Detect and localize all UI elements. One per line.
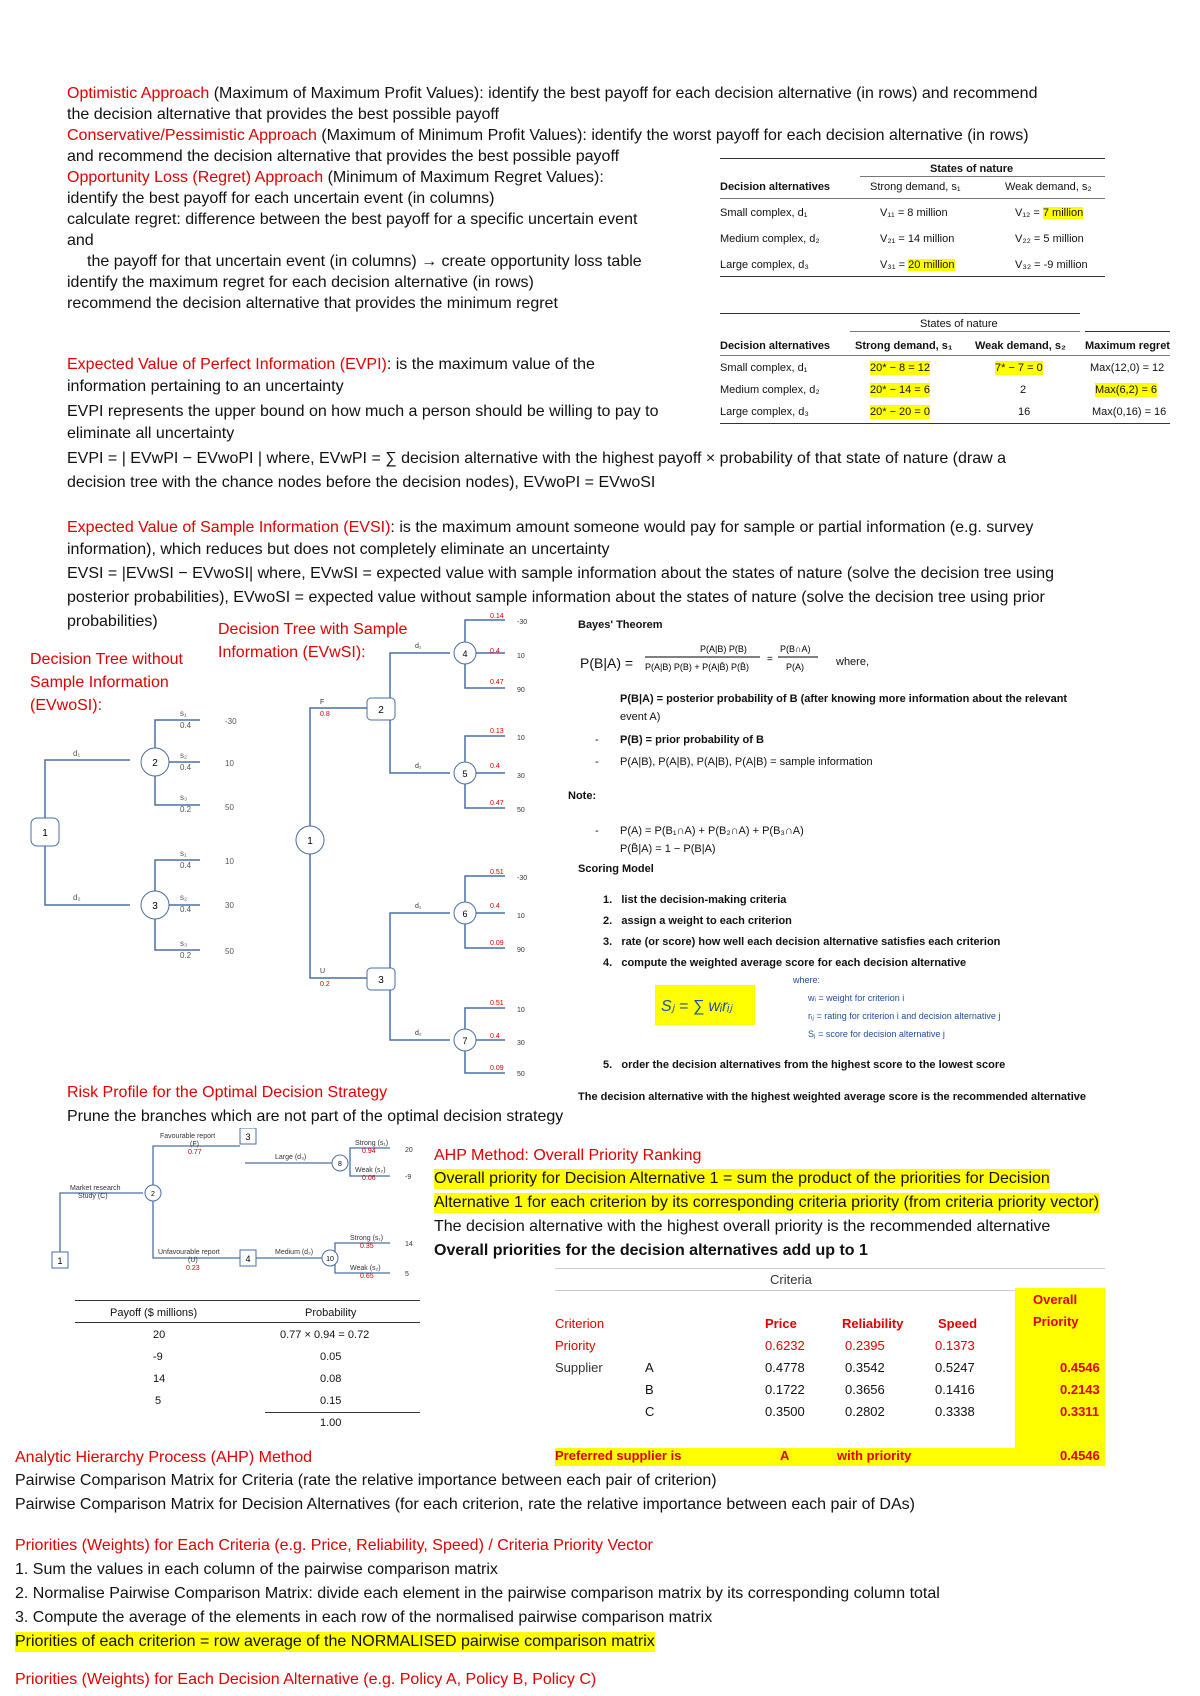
scoring-step-5: 5. order the decision alternatives from the highest score to the lowest score — [603, 1059, 1006, 1071]
risk-r4-q: 0.15 — [320, 1395, 342, 1407]
svg-text:8: 8 — [338, 1161, 342, 1168]
scoring-w2: rᵢⱼ = rating for criterion i and decision alternative j — [808, 1011, 1001, 1021]
svg-text:0.4: 0.4 — [180, 721, 192, 730]
regret-line-4: and — [67, 232, 94, 249]
evpi-line-2: information pertaining to an uncertainty — [67, 378, 344, 395]
svg-text:10: 10 — [517, 653, 525, 660]
scoring-where: where: — [793, 975, 821, 985]
evpi-title: Expected Value of Perfect Information (EVPI) — [67, 356, 387, 373]
svg-text:0.23: 0.23 — [186, 1265, 200, 1272]
regret-line-7: recommend the decision alternative that provides the minimum regret — [67, 295, 558, 312]
svg-text:0.4: 0.4 — [180, 763, 192, 772]
prio-s4: Priorities of each criterion = row average of the NORMALISED pairwise comparison matrix — [15, 1633, 655, 1650]
svg-text:7: 7 — [462, 1036, 468, 1046]
svg-text:Strong (s₁): Strong (s₁) — [350, 1235, 384, 1242]
svg-text:Weak (s₂): Weak (s₂) — [355, 1167, 386, 1174]
ahp-prio-reliability: 0.2395 — [845, 1338, 885, 1353]
risk-h2: Probability — [305, 1307, 357, 1319]
scoring-step-1-text: list the decision-making criteria — [621, 894, 787, 906]
svg-text:3: 3 — [378, 975, 384, 986]
evsi-line-1 — [67, 518, 1033, 538]
risk-title: Risk Profile for the Optimal Decision Strategy — [67, 1084, 388, 1101]
decision-tree-with-sample — [285, 608, 575, 1078]
svg-text:10: 10 — [517, 735, 525, 742]
regret-col1: Strong demand, s₁ — [855, 340, 953, 352]
regret-r2-c: 2 — [1020, 384, 1027, 396]
risk-h1: Payoff ($ millions) — [110, 1307, 198, 1319]
svg-text:-30: -30 — [225, 717, 237, 726]
ahp-supplier-label: Supplier — [555, 1360, 603, 1375]
ahp-prio-price: 0.6232 — [765, 1338, 805, 1353]
svg-text:Market research: Market research — [70, 1185, 121, 1192]
ahp-row-c-rel: 0.2802 — [845, 1404, 885, 1419]
payoff-r3-b-highlight: 20 million — [908, 259, 955, 271]
svg-text:Unfavourable report: Unfavourable report — [158, 1249, 220, 1256]
scoring-step-3: 3. rate (or score) how well each decision alternative satisfies each criterion — [603, 936, 1001, 948]
svg-text:10: 10 — [225, 759, 234, 768]
ahp-l2: Pairwise Comparison Matrix for Decision Alternatives (for each criterion, rate the relative importance between each pair of DAs) — [15, 1496, 915, 1513]
svg-text:0.4: 0.4 — [180, 861, 192, 870]
pref-label: Preferred supplier is — [555, 1448, 682, 1463]
svg-text:0.4: 0.4 — [180, 905, 192, 914]
ahp-rank-l4: Overall priorities for the decision alternatives add up to 1 — [434, 1242, 868, 1259]
risk-subtitle: Prune the branches which are not part of the optimal decision strategy — [67, 1108, 564, 1125]
svg-text:-30: -30 — [517, 619, 528, 626]
bayes-title: Bayes' Theorem — [578, 619, 663, 631]
scoring-conclusion: The decision alternative with the highest weighted average score is the recommended alternative — [578, 1091, 1086, 1103]
svg-text:d₂: d₂ — [73, 893, 81, 902]
payoff-col1: Strong demand, s₁ — [870, 181, 961, 193]
ahp-head-price: Price — [765, 1316, 797, 1331]
svg-text:P(A|B) P(B): P(A|B) P(B) — [700, 644, 747, 654]
regret-title: Opportunity Loss (Regret) Approach — [67, 169, 324, 186]
payoff-r1-c-highlight: 7 million — [1042, 207, 1084, 219]
regret-states-header: States of nature — [920, 318, 998, 330]
svg-text:1: 1 — [42, 828, 48, 839]
ahp-rank-l3: The decision alternative with the highest overall priority is the recommended alternative — [434, 1218, 1051, 1235]
regret-r1-d: Max(12,0) = 12 — [1090, 362, 1165, 374]
regret-r2-b: 20* − 14 = 6 — [870, 384, 930, 396]
ahp-overall-1: Overall — [1033, 1292, 1078, 1307]
prio-s1: 1. Sum the values in each column of the pairwise comparison matrix — [15, 1561, 498, 1578]
tree-with-title-2: Information (EVwSI): — [218, 644, 366, 661]
regret-r3-a: Large complex, d₃ — [720, 406, 809, 418]
regret-col3: Maximum regret — [1085, 340, 1170, 352]
prio-title: Priorities (Weights) for Each Criteria (e.g. Price, Reliability, Speed) / Criteria Priority Vector — [15, 1537, 653, 1554]
bayes-n2: P(B̄|A) = 1 − P(B|A) — [620, 843, 716, 855]
bayes-b2: P(B) = prior probability of B — [620, 734, 764, 746]
ahp-row-a-sup: A — [645, 1360, 654, 1375]
svg-text:0.77: 0.77 — [188, 1149, 202, 1156]
evpi-line-4: eliminate all uncertainty — [67, 425, 235, 442]
evsi-title: Expected Value of Sample Information (EVSI) — [67, 519, 391, 536]
ahp-row-b-speed: 0.1416 — [935, 1382, 975, 1397]
evsi-line-5: probabilities) — [67, 613, 158, 630]
bayes-b1: P(B|A) = posterior probability of B (after knowing more information about the relevant — [620, 693, 1068, 705]
scoring-step-5-text: order the decision alternatives from the highest score to the lowest score — [621, 1059, 1006, 1071]
optimistic-line-2: the decision alternative that provides the best possible payoff — [67, 106, 499, 123]
regret-line-2: identify the best payoff for each uncertain event (in columns) — [67, 190, 495, 207]
ahp-row-b-overall: 0.2143 — [1060, 1382, 1100, 1397]
svg-text:90: 90 — [517, 947, 525, 954]
conservative-text: (Maximum of Minimum Profit Values): identify the worst payoff for each decision alternative (in rows) — [316, 127, 1029, 144]
payoff-r1-c: V₁₂ = 7 million — [1015, 207, 1084, 219]
ahp-head-reliability: Reliability — [842, 1316, 904, 1331]
svg-text:d₁: d₁ — [415, 903, 422, 910]
evsi-line-2: information), which reduces but does not completely eliminate an uncertainty — [67, 541, 610, 558]
svg-text:2: 2 — [151, 1191, 155, 1198]
svg-text:2: 2 — [152, 758, 158, 769]
risk-r1-p: 20 — [153, 1329, 166, 1341]
pref-supplier: A — [780, 1448, 790, 1463]
svg-text:50: 50 — [517, 807, 525, 814]
svg-text:10: 10 — [225, 857, 234, 866]
bayes-dash-2: - — [595, 756, 599, 768]
ahp-rank-title: AHP Method: Overall Priority Ranking — [434, 1147, 702, 1164]
svg-text:14: 14 — [405, 1241, 413, 1248]
optimistic-line-1 — [67, 84, 1037, 104]
svg-text:-9: -9 — [405, 1174, 412, 1181]
ahp-row-a-price: 0.4778 — [765, 1360, 805, 1375]
payoff-r2-a: Medium complex, d₂ — [720, 233, 820, 245]
svg-text:0.94: 0.94 — [362, 1148, 376, 1155]
risk-r2-q: 0.05 — [320, 1351, 342, 1363]
svg-text:(U): (U) — [188, 1257, 198, 1264]
svg-text:0.09: 0.09 — [490, 1065, 504, 1072]
ahp-row-c-speed: 0.3338 — [935, 1404, 975, 1419]
svg-text:0.14: 0.14 — [490, 613, 504, 620]
bayes-dash-3: - — [595, 825, 599, 837]
svg-text:30: 30 — [517, 1040, 525, 1047]
svg-text:d₂: d₂ — [415, 1030, 422, 1037]
risk-r3-q: 0.08 — [320, 1373, 342, 1385]
svg-text:s₂: s₂ — [180, 893, 188, 902]
payoff-col0: Decision alternatives — [720, 181, 831, 193]
regret-r3-d: Max(0,16) = 16 — [1092, 406, 1167, 418]
ahp-row-b-rel: 0.3656 — [845, 1382, 885, 1397]
ahp-l1: Pairwise Comparison Matrix for Criteria (rate the relative importance between each pair of criterion) — [15, 1472, 717, 1489]
payoff-r3-a: Large complex, d₃ — [720, 259, 809, 271]
svg-text:s₃: s₃ — [180, 939, 188, 948]
ahp-row-b-sup: B — [645, 1382, 654, 1397]
evpi-line-5: EVPI = | EVwPI − EVwoPI | where, EVwPI = ∑ decision alternative with the highest payoff × probability of that state of nature (draw a — [67, 450, 1007, 467]
prio-s2: 2. Normalise Pairwise Comparison Matrix: divide each element in the pairwise comparison matrix by its corresponding column total — [15, 1585, 940, 1602]
svg-text:0.47: 0.47 — [490, 800, 504, 807]
svg-text:0.4: 0.4 — [490, 1033, 500, 1040]
svg-text:0.47: 0.47 — [490, 679, 504, 686]
svg-text:Sⱼ = ∑ wᵢrᵢⱼ: Sⱼ = ∑ wᵢrᵢⱼ — [661, 998, 733, 1015]
risk-table — [75, 1300, 420, 1429]
evpi-line-6: decision tree with the chance nodes before the decision nodes), EVwoPI = EVwoSI — [67, 474, 656, 491]
ahp-row-b-price: 0.1722 — [765, 1382, 805, 1397]
scoring-step-2-text: assign a weight to each criterion — [621, 915, 792, 927]
svg-text:U: U — [320, 968, 326, 975]
regret-col0: Decision alternatives — [720, 340, 831, 352]
risk-profile-tree — [50, 1128, 430, 1280]
svg-text:F: F — [320, 699, 325, 706]
ahp-priority-label: Priority — [555, 1338, 596, 1353]
svg-text:1: 1 — [307, 836, 313, 847]
svg-text:P(A): P(A) — [786, 662, 804, 672]
svg-text:30: 30 — [225, 901, 234, 910]
svg-text:0.65: 0.65 — [360, 1273, 374, 1280]
svg-text:2: 2 — [378, 705, 384, 716]
payoff-r3-b: V₃₁ = 20 million — [880, 259, 955, 271]
svg-text:50: 50 — [225, 803, 234, 812]
regret-r1-b: 20* − 8 = 12 — [870, 362, 930, 374]
svg-text:d₁: d₁ — [415, 643, 422, 650]
scoring-title: Scoring Model — [578, 863, 654, 875]
svg-text:0.51: 0.51 — [490, 869, 504, 876]
svg-text:0.4: 0.4 — [490, 648, 500, 655]
svg-text:50: 50 — [517, 1071, 525, 1078]
svg-text:s₃: s₃ — [180, 793, 188, 802]
ahp-priority-table — [555, 1268, 1105, 1466]
svg-text:0.2: 0.2 — [180, 951, 192, 960]
bayes-dash-1: - — [595, 734, 599, 746]
svg-text:s₁: s₁ — [180, 709, 187, 718]
payoff-r2-b: V₂₁ = 14 million — [880, 233, 955, 245]
svg-text:d₂: d₂ — [415, 763, 422, 770]
risk-r5-q: 1.00 — [320, 1417, 342, 1429]
svg-text:0.4: 0.4 — [490, 903, 500, 910]
svg-text:0.35: 0.35 — [360, 1243, 374, 1250]
svg-text:Favourable report: Favourable report — [160, 1133, 216, 1140]
bayes-n1: P(A) = P(B₁∩A) + P(B₂∩A) + P(B₃∩A) — [620, 825, 804, 837]
tree-without-title-2: Sample Information — [30, 674, 169, 691]
svg-text:s₁: s₁ — [180, 849, 187, 858]
regret-line-3: calculate regret: difference between the best payoff for a specific uncertain event — [67, 211, 638, 228]
payoff-r2-c: V₂₂ = 5 million — [1015, 233, 1084, 245]
bayes-fraction — [640, 640, 830, 676]
regret-line-1 — [67, 168, 604, 188]
optimistic-text: (Maximum of Maximum Profit Values): identify the best payoff for each decision alternative (in rows) and recommend — [209, 85, 1038, 102]
regret-r3-c: 16 — [1018, 406, 1031, 418]
ahp-row-c-sup: C — [645, 1404, 655, 1419]
bayes-b1b: event A) — [620, 711, 661, 723]
ahp-row-c-price: 0.3500 — [765, 1404, 805, 1419]
svg-text:Medium (d₂): Medium (d₂) — [275, 1249, 314, 1256]
scoring-step-2: 2. assign a weight to each criterion — [603, 915, 792, 927]
svg-text:3: 3 — [245, 1132, 251, 1142]
regret-text: (Minimum of Maximum Regret Values): — [323, 169, 604, 186]
scoring-w3: Sⱼ = score for decision alternative j — [808, 1029, 945, 1039]
prio-s3: 3. Compute the average of the elements in each row of the normalised pairwise comparison matrix — [15, 1609, 713, 1626]
prio-title-2: Priorities (Weights) for Each Decision Alternative (e.g. Policy A, Policy B, Policy C) — [15, 1671, 597, 1688]
payoff-r3-c: V₃₂ = -9 million — [1015, 259, 1088, 271]
pref-with: with priority — [837, 1448, 912, 1463]
regret-col2: Weak demand, s₂ — [975, 340, 1066, 352]
svg-text:0.09: 0.09 — [490, 940, 504, 947]
svg-text:0.4: 0.4 — [490, 763, 500, 770]
risk-r2-p: -9 — [153, 1351, 163, 1363]
regret-r1-c: 7* − 7 = 0 — [995, 362, 1043, 374]
svg-text:6: 6 — [462, 909, 468, 919]
regret-line-6: identify the maximum regret for each decision alternative (in rows) — [67, 274, 534, 291]
risk-r4-p: 5 — [155, 1395, 162, 1407]
evsi-line-4: posterior probabilities), EVwoSI = expected value without sample information about the states of nature (solve the decision tree using prior — [67, 589, 1045, 606]
ahp-rank-l2: Alternative 1 for each criterion by its corresponding criteria priority (from criteria priority vector) — [434, 1194, 1100, 1211]
ahp-head-speed: Speed — [938, 1316, 978, 1331]
payoff-r1-b: V₁₁ = 8 million — [880, 207, 948, 219]
svg-text:5: 5 — [462, 769, 468, 779]
risk-r1-q: 0.77 × 0.94 = 0.72 — [280, 1329, 370, 1341]
scoring-step-1: 1. list the decision-making criteria — [603, 894, 787, 906]
bayes-formula-lhs: P(B|A) = — [580, 655, 634, 671]
payoff-r1-a: Small complex, d₁ — [720, 207, 808, 219]
regret-r2-a: Medium complex, d₂ — [720, 384, 820, 396]
conservative-title: Conservative/Pessimistic Approach — [67, 127, 317, 144]
bayes-note: Note: — [568, 790, 597, 802]
scoring-formula — [655, 985, 755, 1025]
payoff-table — [720, 158, 1105, 271]
tree-without-title-3: (EVwoSI): — [30, 697, 103, 714]
svg-text:30: 30 — [517, 773, 525, 780]
svg-text:(F): (F) — [190, 1141, 199, 1148]
svg-text:Large (d₃): Large (d₃) — [275, 1154, 307, 1161]
svg-text:90: 90 — [517, 687, 525, 694]
evpi-line-3: EVPI represents the upper bound on how much a person should be willing to pay to — [67, 403, 659, 420]
svg-text:3: 3 — [152, 901, 158, 912]
regret-r1-a: Small complex, d₁ — [720, 362, 808, 374]
ahp-row-a-rel: 0.3542 — [845, 1360, 885, 1375]
svg-text:0.13: 0.13 — [490, 728, 504, 735]
ahp-row-c-overall: 0.3311 — [1060, 1404, 1100, 1419]
svg-text:d₁: d₁ — [73, 749, 81, 758]
ahp-row-a-speed: 0.5247 — [935, 1360, 975, 1375]
evsi-text: : is the maximum amount someone would pay for sample or partial information (e.g. survey — [390, 519, 1034, 536]
evpi-line-1 — [67, 355, 595, 375]
scoring-step-4: 4. compute the weighted average score for each decision alternative — [603, 957, 967, 969]
svg-text:4: 4 — [245, 1254, 251, 1264]
svg-text:-30: -30 — [517, 875, 528, 882]
bayes-formula — [580, 653, 633, 673]
svg-text:20: 20 — [405, 1147, 413, 1154]
conservative-line-2: and recommend the decision alternative that provides the best possible payoff — [67, 148, 620, 165]
tree-without-title-1: Decision Tree without — [30, 651, 183, 668]
regret-table — [720, 313, 1170, 418]
ahp-title: Analytic Hierarchy Process (AHP) Method — [15, 1449, 312, 1466]
payoff-states-header: States of nature — [930, 163, 1014, 175]
svg-text:=: = — [767, 654, 773, 665]
ahp-prio-speed: 0.1373 — [935, 1338, 975, 1353]
evsi-line-3: EVSI = |EVwSI − EVwoSI| where, EVwSI = expected value with sample information about the states of nature (solve the decision tree using — [67, 565, 1055, 582]
ahp-rank-l1: Overall priority for Decision Alternative 1 = sum the product of the priorities for Decision — [434, 1170, 1050, 1187]
optimistic-title: Optimistic Approach — [67, 85, 210, 102]
evpi-text: : is the maximum value of the — [386, 356, 595, 373]
svg-text:10: 10 — [326, 1256, 334, 1263]
svg-text:10: 10 — [517, 913, 525, 920]
svg-text:0.06: 0.06 — [362, 1175, 376, 1182]
svg-text:s₂: s₂ — [180, 751, 188, 760]
svg-text:Weak (s₂): Weak (s₂) — [350, 1265, 381, 1272]
payoff-col2: Weak demand, s₂ — [1005, 181, 1092, 193]
ahp-row-a-overall: 0.4546 — [1060, 1360, 1100, 1375]
ahp-criteria-label: Criteria — [770, 1272, 812, 1287]
ahp-criterion-label: Criterion — [555, 1316, 605, 1331]
regret-r3-b: 20* − 20 = 0 — [870, 406, 930, 418]
risk-r3-p: 14 — [153, 1373, 166, 1385]
svg-text:5: 5 — [405, 1271, 409, 1278]
decision-tree-without-sample — [25, 700, 240, 970]
svg-text:50: 50 — [225, 947, 234, 956]
svg-text:P(B∩A): P(B∩A) — [780, 644, 811, 654]
ahp-overall-2: Priority — [1033, 1314, 1079, 1329]
regret-line-5: the payoff for that uncertain event (in columns) → create opportunity loss table — [87, 253, 642, 270]
svg-text:Strong (s₁): Strong (s₁) — [355, 1140, 389, 1147]
svg-text:0.51: 0.51 — [490, 1000, 504, 1007]
svg-text:4: 4 — [462, 649, 468, 659]
svg-text:0.2: 0.2 — [320, 981, 330, 988]
svg-text:P(A|B) P(B) + P(A|B̄) P(B̄): P(A|B) P(B) + P(A|B̄) P(B̄) — [645, 662, 749, 672]
bayes-where: where, — [836, 656, 870, 668]
scoring-step-4-text: compute the weighted average score for each decision alternative — [621, 957, 967, 969]
svg-text:0.8: 0.8 — [320, 711, 330, 718]
bayes-b3: P(A|B), P(A|B), P(A|B), P(A|B) = sample information — [620, 756, 873, 768]
svg-text:0.2: 0.2 — [180, 805, 192, 814]
scoring-step-3-text: rate (or score) how well each decision alternative satisfies each criterion — [621, 936, 1001, 948]
svg-text:1: 1 — [57, 1256, 63, 1266]
svg-text:10: 10 — [517, 1007, 525, 1014]
regret-r2-d: Max(6,2) = 6 — [1095, 384, 1158, 396]
svg-text:Study (C): Study (C) — [78, 1193, 108, 1200]
conservative-line-1 — [67, 126, 1029, 146]
tree-with-title-1: Decision Tree with Sample — [218, 621, 408, 638]
scoring-w1: wᵢ = weight for criterion i — [808, 993, 905, 1003]
pref-value: 0.4546 — [1060, 1448, 1100, 1463]
